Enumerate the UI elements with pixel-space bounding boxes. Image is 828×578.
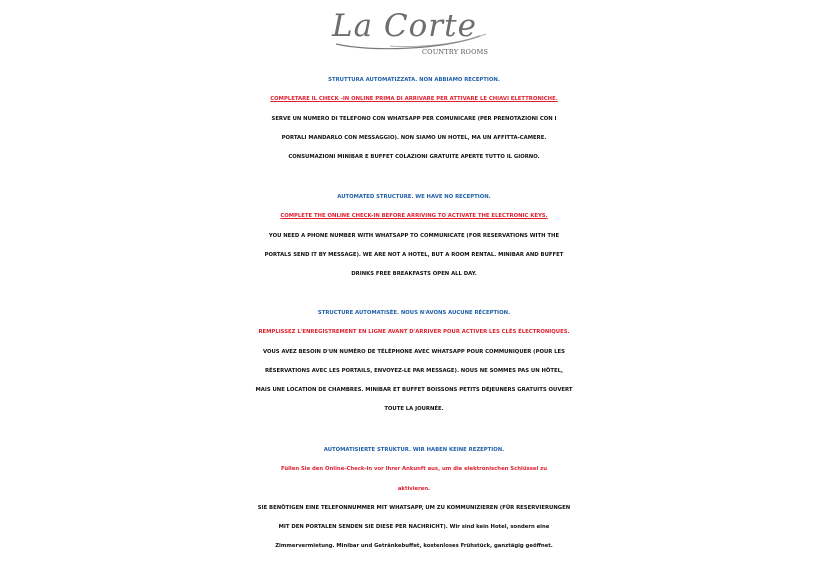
logo-script: La Corte <box>332 8 477 44</box>
section-italian <box>0 71 828 167</box>
section-german <box>0 441 828 557</box>
body-line: MIT DEN PORTALEN SENDEN SIE DIESE PER NACHRICHT). Wir sind kein Hotel, sondern eine <box>278 524 550 531</box>
body-line: PORTALS SEND IT BY MESSAGE). WE ARE NOT A HOTEL, BUT A ROOM RENTAL. MINIBAR AND BUFFET <box>264 251 564 258</box>
body-line: MAIS UNE LOCATION DE CHAMBRES. MINIBAR ET BUFFET BOISSONS PETITS DÉJEUNERS GRATUITS OUVERT <box>255 387 573 394</box>
body-line: VOUS AVEZ BESOIN D'UN NUMÉRO DE TÉLÉPHONE AVEC WHATSAPP POUR COMMUNIQUER (POUR LES <box>263 348 565 355</box>
body-line: SIE BENÖTIGEN EINE TELEFONNUMMER MIT WHATSAPP, UM ZU KOMMUNIZIEREN (FÜR RESERVIERUNGEN <box>257 504 571 511</box>
body-line: TOUTE LA JOURNÉE. <box>384 406 444 413</box>
section-english <box>0 188 828 284</box>
section-notice: COMPLETE THE ONLINE CHECK-IN BEFORE ARRIVING TO ACTIVATE THE ELECTRONIC KEYS. <box>280 213 548 220</box>
body-line: PORTALI MANDARLO CON MESSAGGIO). NON SIAMO UN HOTEL, MA UN AFFITTA-CAMERE. <box>281 134 547 141</box>
body-line: Zimmervermietung. Minibar und Getränkebuffet, kostenloses Frühstück, ganztägig geöffnet. <box>275 543 553 550</box>
section-heading: AUTOMATED STRUCTURE. WE HAVE NO RECEPTION. <box>337 194 491 200</box>
logo <box>330 6 490 62</box>
section-notice: REMPLISSEZ L'ENREGISTREMENT EN LIGNE AVANT D'ARRIVER POUR ACTIVER LES CLÉS ÉLECTRONIQUES. <box>258 329 570 336</box>
section-heading: AUTOMATISIERTE STRUKTUR. WIR HABEN KEINE REZEPTION. <box>323 447 505 453</box>
body-line: DRINKS FREE BREAKFASTS OPEN ALL DAY. <box>351 271 477 278</box>
section-notice: COMPLETARE IL CHECK -IN ONLINE PRIMA DI ARRIVARE PER ATTIVARE LE CHIAVI ELETTRONICHE. <box>270 96 558 103</box>
section-french <box>0 304 828 420</box>
section-heading: STRUCTURE AUTOMATISÉE. NOUS N'AVONS AUCUNE RÉCEPTION. <box>317 310 511 316</box>
section-heading: STRUTTURA AUTOMATIZZATA. NON ABBIAMO RECEPTION. <box>328 77 500 83</box>
body-line: RÉSERVATIONS AVEC LES PORTAILS, ENVOYEZ-LE PAR MESSAGE). NOUS NE SOMMES PAS UN HÔTEL, <box>264 367 564 374</box>
section-notice: aktivieren. <box>397 485 431 492</box>
body-line: CONSUMAZIONI MINIBAR E BUFFET COLAZIONI GRATUITE APERTE TUTTO IL GIORNO. <box>288 154 540 161</box>
body-line: SERVE UN NUMERO DI TELEFONO CON WHATSAPP PER COMUNICARE (PER PRENOTAZIONI CON I <box>271 115 557 122</box>
body-line: YOU NEED A PHONE NUMBER WITH WHATSAPP TO COMMUNICATE (FOR RESERVATIONS WITH THE <box>268 232 560 239</box>
section-notice: Füllen Sie den Online-Check-in vor Ihrer Ankunft aus, um die elektronischen Schlüssel zu <box>280 466 548 473</box>
logo-subtitle: COUNTRY ROOMS <box>422 48 489 56</box>
